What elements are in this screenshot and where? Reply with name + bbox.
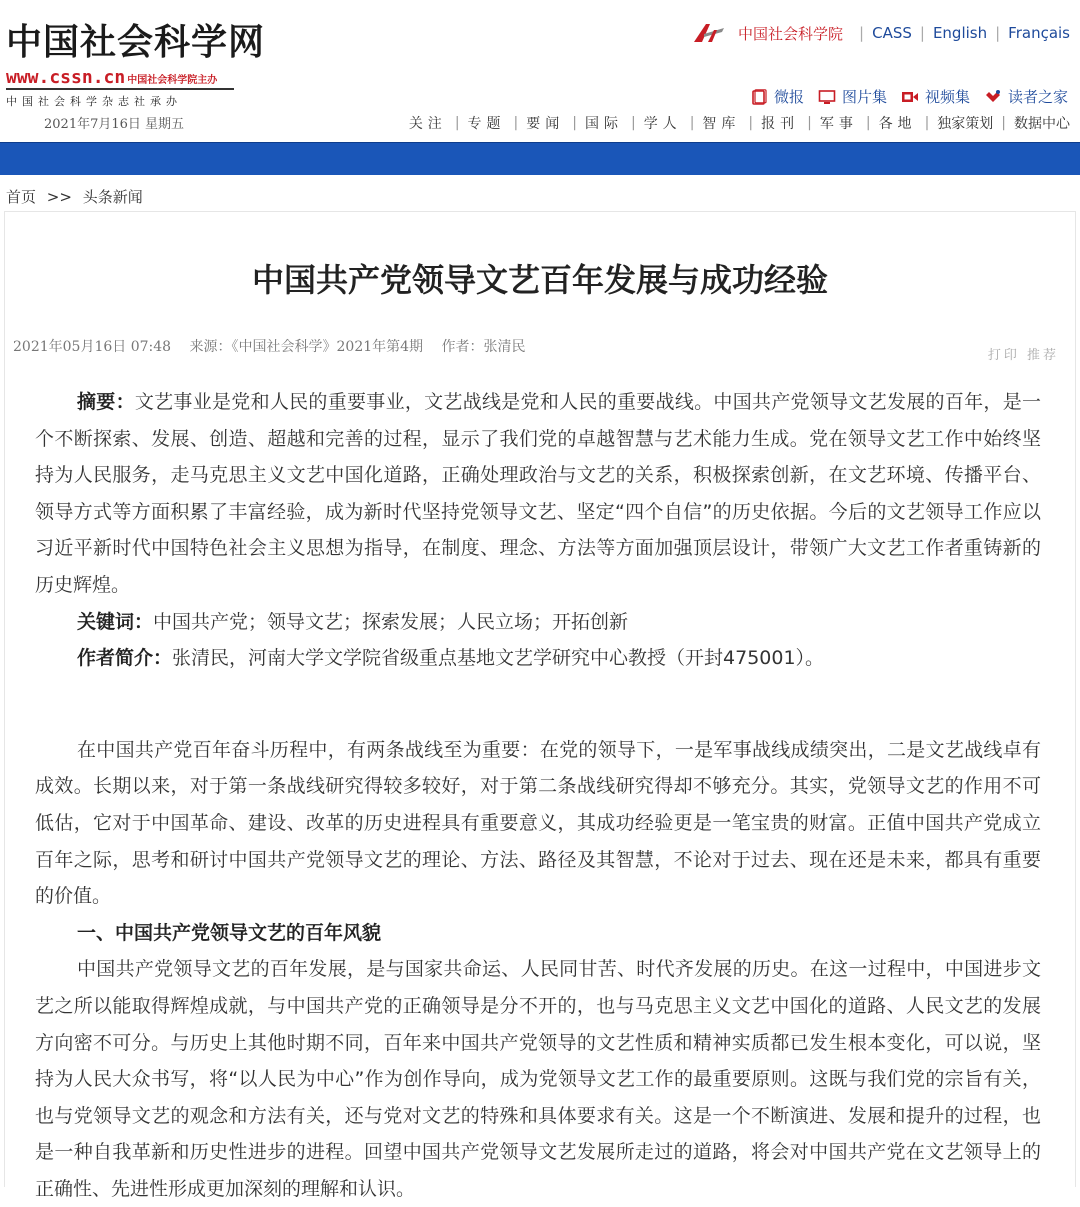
divider: | <box>454 115 460 131</box>
nav-item[interactable]: 数据中心 <box>1014 116 1070 132</box>
author-intro-text: 张清民，河南大学文学院省级重点基地文艺学研究中心教授（开封475001）。 <box>172 647 825 670</box>
divider: | <box>572 115 577 131</box>
quicklink-readers[interactable] <box>984 86 1068 107</box>
article-title: 中国共产党领导文艺百年发展与成功经验 <box>251 261 828 299</box>
quicklink-videos[interactable] <box>901 86 970 107</box>
nav-item[interactable]: 学人 <box>643 116 682 132</box>
print-recommend-links[interactable]: 打印 推荐 <box>987 348 1059 363</box>
breadcrumb <box>0 185 1080 209</box>
nav-item[interactable]: 专题 <box>467 116 506 132</box>
divider: | <box>630 115 636 131</box>
nav-item[interactable]: 军事 <box>819 116 858 132</box>
video-icon <box>901 89 919 105</box>
paragraph-gap <box>35 677 1041 732</box>
breadcrumb-section[interactable]: 头条新闻 <box>82 188 143 206</box>
divider: | <box>748 115 754 131</box>
top-links <box>692 22 1070 44</box>
divider: | <box>995 24 1001 42</box>
quicklink-label: 图片集 <box>841 88 887 106</box>
abstract-label: 摘要： <box>77 391 135 413</box>
divider: | <box>919 24 925 42</box>
quicklink-weibao[interactable] <box>750 86 804 107</box>
abstract-paragraph <box>35 384 1041 604</box>
cass-logo-icon <box>692 22 726 44</box>
section-heading: 一、中国共产党领导文艺的百年风貌 <box>77 921 382 944</box>
cass-chinese-link[interactable]: 中国社会科学院 <box>738 24 844 43</box>
divider: | <box>859 24 865 42</box>
main-nav <box>401 113 1070 133</box>
current-date: 2021年7月16日 星期五 <box>44 117 185 132</box>
article-body <box>35 384 1041 1207</box>
nav-item[interactable]: 要闻 <box>526 116 565 132</box>
quicklink-pictures[interactable] <box>818 86 887 107</box>
logo-sponsor: 中国社会科学院主办 <box>127 74 218 86</box>
reader-icon <box>984 89 1002 105</box>
divider: | <box>513 115 519 131</box>
article-source: 来源：《中国社会科学》2021年第4期 <box>189 339 424 355</box>
english-link[interactable]: English <box>932 24 988 42</box>
divider: | <box>689 115 695 131</box>
logo-url-row <box>6 68 234 90</box>
divider: | <box>807 115 812 131</box>
keywords-paragraph <box>35 604 1041 641</box>
nav-item[interactable]: 国际 <box>584 116 623 132</box>
divider: | <box>1001 115 1006 131</box>
article-meta <box>13 336 540 356</box>
blue-banner <box>0 142 1080 175</box>
logo-publisher: 中国社会科学杂志社承办 <box>6 95 182 108</box>
nav-item[interactable]: 智库 <box>702 116 741 132</box>
author-intro-label: 作者简介： <box>77 647 173 670</box>
picture-icon <box>818 89 836 105</box>
article-container <box>4 211 1076 1200</box>
divider: | <box>865 115 871 131</box>
abstract-text: 文艺事业是党和人民的重要事业，文艺战线是党和人民的重要战线。中国共产党领导文艺发展的百年，是一个不断探索、发展、创造、超越和完善的过程，显示了我们党的卓越智慧与艺术能力生成。党在领导文艺工作中始终坚持为人民服务，走马克思主义文艺中国化道路，正确处理政治与文艺的关系，积极探索创新，在文艺环境、传播平台、领导方式等方面积累了丰富经验，成为新时代坚持党领导文艺、坚定“四个自信”的历史依据。今后的文艺领导工作应以习近平新时代中国特色社会主义思想为指导，在制度、理念、方法等方面加强顶层设计，带领广大文艺工作者重铸新的历史辉煌。 <box>35 391 1041 596</box>
divider: | <box>924 115 930 131</box>
nav-item[interactable]: 独家策划 <box>937 116 994 132</box>
article-author: 作者：张清民 <box>441 339 526 355</box>
breadcrumb-home[interactable]: 首页 <box>6 188 37 206</box>
nav-item[interactable]: 报刊 <box>761 116 800 132</box>
weibao-icon <box>750 89 768 105</box>
nav-item[interactable]: 关注 <box>408 116 447 132</box>
quicklink-label: 微报 <box>773 88 804 106</box>
cass-link[interactable]: CASS <box>872 24 912 42</box>
logo-title: 中国社会科学网 <box>6 21 266 63</box>
quick-links <box>736 86 1068 107</box>
body-paragraph: 中国共产党领导文艺的百年发展，是与国家共命运、人民同甘苦、时代齐发展的历史。在这一过程中，中国进步文艺之所以能取得辉煌成就，与中国共产党的正确领导是分不开的，也与马克思主义文艺中国化的道路、人民文艺的发展方向密不可分。与历史上其他时期不同，百年来中国共产党领导的文艺性质和精神实质都已发生根本变化，可以说，坚持为人民大众书写，将“以人民为中心”作为创作导向，成为党领导文艺工作的最重要原则。这既与我们党的宗旨有关，也与党领导文艺的观念和方法有关，还与党对文艺的特殊和具体要求有关。这是一个不断演进、发展和提升的过程，也是一种自我革新和历史性进步的进程。回望中国共产党领导文艺发展所走过的道路，将会对中国共产党在文艺领导上的正确性、先进性形成更加深刻的理解和认识。 <box>35 958 1041 1200</box>
logo-url: www.cssn.cn <box>6 67 126 88</box>
quicklink-label: 读者之家 <box>1007 88 1068 106</box>
site-logo[interactable] <box>6 21 266 109</box>
nav-item[interactable]: 各地 <box>878 116 917 132</box>
site-header <box>0 0 1080 142</box>
body-paragraph: 在中国共产党百年奋斗历程中，有两条战线至为重要：在党的领导下，一是军事战线成绩突出，二是文艺战线卓有成效。长期以来，对于第一条战线研究得较多较好，对于第二条战线研究得却不够充分。其实，党领导文艺的作用不可低估，它对于中国革命、建设、改革的历史进程具有重要意义，其成功经验更是一笔宝贵的财富。正值中国共产党成立百年之际，思考和研讨中国共产党领导文艺的理论、方法、路径及其智慧，不论对于过去、现在还是未来，都具有重要的价值。 <box>35 738 1041 908</box>
keywords-label: 关键词： <box>77 610 154 633</box>
quicklink-label: 视频集 <box>924 88 970 106</box>
article-datetime: 2021年05月16日 07:48 <box>13 339 172 355</box>
author-intro-paragraph <box>35 640 1041 677</box>
french-link[interactable]: Français <box>1008 24 1070 42</box>
breadcrumb-arrow: >> <box>46 188 72 206</box>
keywords-text: 中国共产党；领导文艺；探索发展；人民立场；开拓创新 <box>153 610 629 633</box>
